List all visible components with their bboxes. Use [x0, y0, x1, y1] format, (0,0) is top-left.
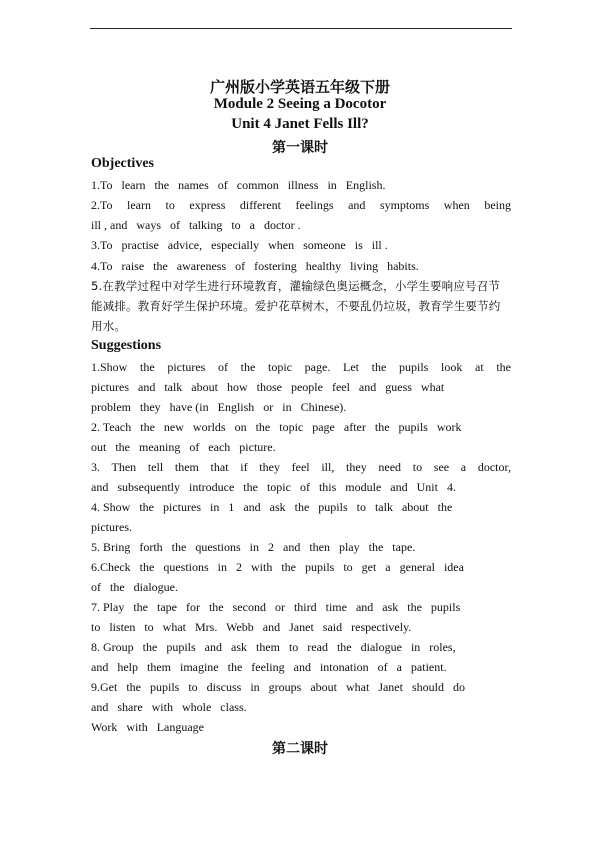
unit-title: Unit 4 Janet Fells Ill? [231, 116, 369, 132]
suggestion-line: out the meaning of each picture. [91, 440, 276, 454]
lesson-two-title: 第二课时 [272, 741, 328, 757]
objective-line: 能减排。教育好学生保护环境。爱护花草树木，不要乱仍垃圾，教育学生要节约 [91, 299, 501, 313]
suggestion-line: of the dialogue. [91, 580, 178, 594]
lesson-one-title: 第一课时 [272, 140, 328, 156]
suggestion-line: 1.Show the pictures of the topic page. Let the pupils look at the [91, 360, 511, 374]
objective-line: 用水。 [91, 319, 127, 333]
objective-line: ill , and ways of talking to a doctor . [91, 218, 301, 232]
suggestion-line: 7. Play the tape for the second or third time and ask the pupils [91, 600, 461, 614]
objective-line: 4.To raise the awareness of fostering healthy living habits. [91, 259, 419, 273]
document-title-cn: 广州版小学英语五年级下册 [209, 78, 390, 96]
objective-line: 1.To learn the names of common illness in English. [91, 178, 386, 192]
suggestion-line: 2. Teach the new worlds on the topic page after the pupils work [91, 420, 462, 434]
suggestion-line: 4. Show the pictures in 1 and ask the pupils to talk about the [91, 500, 453, 514]
suggestion-line: 3. Then tell them that if they feel ill, they need to see a doctor, [91, 460, 511, 474]
suggestion-line: pictures. [91, 520, 132, 534]
suggestion-line: and share with whole class. [91, 700, 247, 714]
suggestion-line: pictures and talk about how those people feel and guess what [91, 380, 445, 394]
suggestion-line: 9.Get the pupils to discuss in groups about what Janet should do [91, 680, 465, 694]
suggestion-line: to listen to what Mrs. Webb and Janet said respectively. [91, 620, 412, 634]
suggestion-line: and subsequently introduce the topic of this module and Unit 4. [91, 480, 456, 494]
objectives-heading: Objectives [91, 156, 154, 171]
suggestion-line: and help them imagine the feeling and intonation of a patient. [91, 660, 447, 674]
suggestion-line: 8. Group the pupils and ask them to read the dialogue in roles, [91, 640, 456, 654]
suggestions-heading: Suggestions [91, 338, 162, 353]
objective-line: 2.To learn to express different feelings and symptoms when being [91, 198, 511, 212]
suggestion-line: 6.Check the questions in 2 with the pupils to get a general idea [91, 560, 464, 574]
suggestion-line: problem they have (in English or in Chinese). [91, 400, 347, 414]
module-title: Module 2 Seeing a Docotor [213, 96, 387, 112]
objective-line: 3.To practise advice, especially when someone is ill . [91, 238, 388, 252]
suggestion-line: 5. Bring forth the questions in 2 and then play the tape. [91, 540, 416, 554]
objective-line: 5.在教学过程中对学生进行环境教育，灌输绿色奥运概念，小学生要响应号召节 [91, 279, 501, 293]
suggestion-line: Work with Language [91, 720, 205, 734]
header-rule [90, 28, 512, 29]
